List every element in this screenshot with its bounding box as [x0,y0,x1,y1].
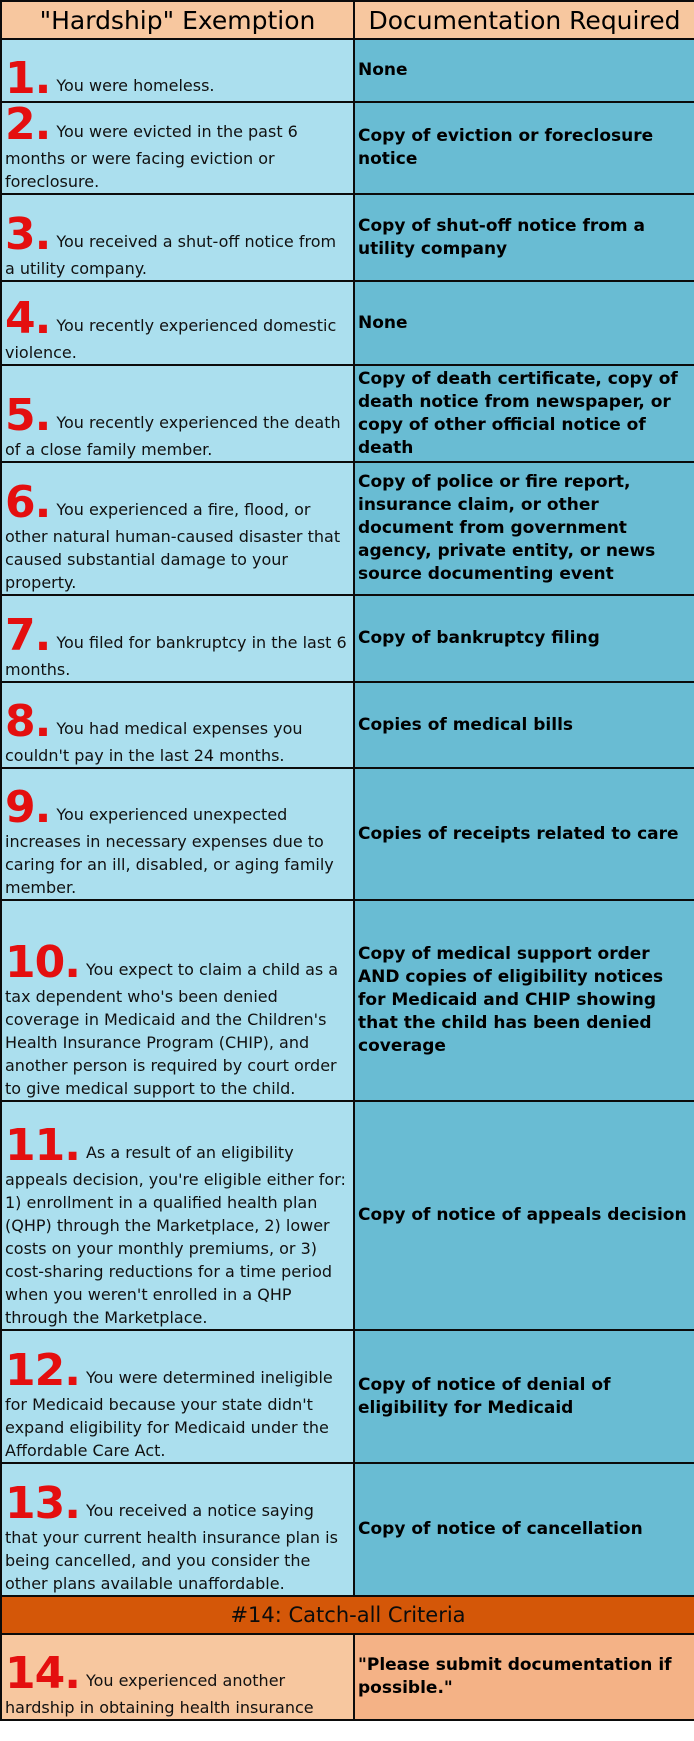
catch-all-section-row [1,1596,694,1634]
documentation-cell: Copy of notice of cancellation [354,1463,694,1596]
table-row [1,194,694,281]
exemption-cell [1,194,354,281]
table-row [1,1634,694,1720]
row-number: 1. [5,53,51,102]
header-row [1,1,694,39]
exemption-cell [1,365,354,462]
row-number: 11. [5,1120,80,1171]
catch-all-title: #14: Catch-all Criteria [1,1596,694,1634]
exemption-cell [1,1634,354,1720]
table-row [1,768,694,900]
row-number: 4. [5,293,51,344]
exemption-cell [1,281,354,365]
table-row [1,102,694,194]
exemption-cell [1,462,354,595]
row-number: 8. [5,696,51,747]
exemption-text: You were evicted in the past 6 months or were facing eviction or foreclosure. [5,122,298,191]
exemption-text: As a result of an eligibility appeals decision, you're eligible either for: 1) enrollment in a qualified health plan (QHP) through the Marketplace, 2) lower costs on your monthly premiums, or 3) cost-sharing reductions for a time period when you weren't enrolled in a QHP through the Marketplace. [5,1143,346,1327]
exemption-text: You had medical expenses you couldn't pay in the last 24 months. [5,719,303,765]
documentation-cell: Copy of bankruptcy filing [354,595,694,682]
row-number: 13. [5,1478,80,1529]
exemption-cell [1,768,354,900]
documentation-cell: Copies of medical bills [354,682,694,768]
documentation-cell: Copy of notice of denial of eligibility for Medicaid [354,1330,694,1463]
table-row [1,365,694,462]
row-number: 5. [5,390,51,441]
exemption-cell [1,1463,354,1596]
row-number: 3. [5,209,51,260]
exemption-text: You received a shut-off notice from a utility company. [5,232,337,278]
exemption-cell [1,900,354,1101]
documentation-cell: Copy of police or fire report, insurance claim, or other document from government agency, private entity, or news source documenting event [354,462,694,595]
documentation-cell: Copy of eviction or foreclosure notice [354,102,694,194]
exemption-text: You expect to claim a child as a tax dependent who's been denied coverage in Medicaid and the Children's Health Insurance Program (CHIP), and another person is required by court order to give medical support to the child. [5,960,339,1098]
table-row [1,595,694,682]
documentation-cell: Copy of medical support order AND copies of eligibility notices for Medicaid and CHIP showing that the child has been denied coverage [354,900,694,1101]
exemption-text: You were determined ineligible for Medicaid because your state didn't expand eligibility for Medicaid under the Affordable Care Act. [5,1368,333,1460]
documentation-cell: Copy of notice of appeals decision [354,1101,694,1330]
table-row [1,462,694,595]
exemption-text: You filed for bankruptcy in the last 6 months. [5,633,347,679]
documentation-cell: Copy of shut-off notice from a utility company [354,194,694,281]
documentation-cell: None [354,281,694,365]
exemption-text: You experienced another hardship in obtaining health insurance [5,1671,314,1717]
table-row [1,1330,694,1463]
row-number: 6. [5,477,51,528]
exemption-text: You experienced unexpected increases in necessary expenses due to caring for an ill, disabled, or aging family member. [5,805,334,897]
documentation-cell: Copies of receipts related to care [354,768,694,900]
row-number: 12. [5,1345,80,1396]
row-number: 7. [5,610,51,661]
table-row [1,1101,694,1330]
exemption-text: You were homeless. [56,76,215,95]
row-number: 10. [5,937,80,988]
exemption-cell [1,682,354,768]
header-documentation: Documentation Required [354,1,694,39]
exemption-cell [1,102,354,194]
exemption-cell [1,39,354,102]
documentation-cell: Copy of death certificate, copy of death notice from newspaper, or copy of other official notice of death [354,365,694,462]
header-exemption: "Hardship" Exemption [1,1,354,39]
exemption-text: You recently experienced the death of a close family member. [5,413,341,459]
table-row [1,1463,694,1596]
exemption-text: You recently experienced domestic violence. [5,316,337,362]
row-number: 2. [5,102,51,150]
exemption-cell [1,1330,354,1463]
table-row [1,39,694,102]
documentation-cell: None [354,39,694,102]
table-row [1,281,694,365]
exemption-cell [1,1101,354,1330]
exemption-text: You received a notice saying that your current health insurance plan is being cancelled, and you consider the other plans available unaffordable. [5,1501,338,1593]
exemption-text: You experienced a fire, flood, or other natural human-caused disaster that caused substantial damage to your property. [5,500,341,592]
table-row [1,900,694,1101]
row-number: 14. [5,1648,80,1699]
exemption-cell [1,595,354,682]
documentation-cell: "Please submit documentation if possible." [354,1634,694,1720]
row-number: 9. [5,782,51,833]
table-row [1,682,694,768]
